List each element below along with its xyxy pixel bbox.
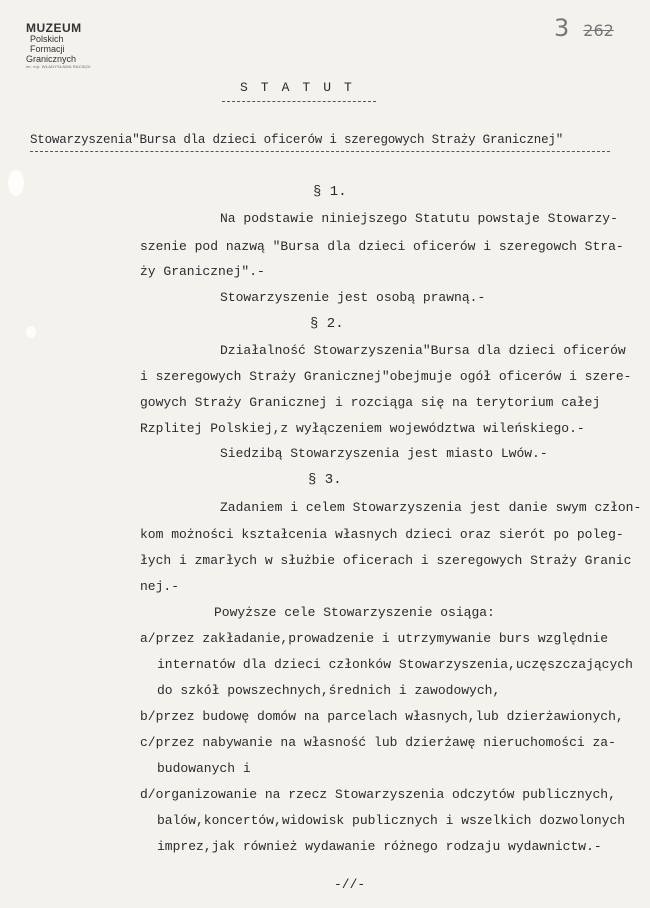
text-line: i szeregowych Straży Granicznej"obejmuje ogół oficerów i szere- [140,369,632,384]
logo-line-4: Granicznych [26,54,77,64]
document-title: STATUT [240,80,365,95]
text-line: Zadaniem i celem Stowarzyszenia jest danie swym człon- [220,500,642,515]
section-heading-1: § 1. [313,184,347,200]
list-item-a: a/przez zakładanie,prowadzenie i utrzymywanie burs względnie [140,631,609,646]
text-line: kom możności kształcenia własnych dzieci oraz sierót po poleg- [140,527,624,542]
text-line: Powyższe cele Stowarzyszenie osiąga: [214,605,495,620]
archive-number-new: 3 [554,14,570,42]
text-line: Działalność Stowarzyszenia"Bursa dla dzieci oficerów [220,343,626,358]
list-item-c: c/przez nabywanie na własność lub dzierżawę nieruchomości za- [140,735,616,750]
text-line: Siedzibą Stowarzyszenia jest miasto Lwów.- [220,446,548,461]
text-line: budowanych i [157,761,251,776]
text-line: nej.- [140,579,180,594]
section-heading-2: § 2. [310,316,344,332]
text-line: szenie pod nazwą "Bursa dla dzieci oficerów i szeregowch Stra- [140,239,624,254]
list-item-b: b/przez budowę domów na parcelach własnych,lub dzierżawionych, [140,709,624,724]
text-line: gowych Straży Granicznej i rozciąga się na terytorium całej [140,395,601,410]
archive-number [554,14,614,42]
text-line: do szkół powszechnych,średnich i zawodowych, [157,683,501,698]
list-item-d: d/organizowanie na rzecz Stowarzyszenia odczytów publicznych, [140,787,616,802]
museum-logo [26,22,106,70]
text-line: ży Granicznej".- [140,264,265,279]
subtitle-underline [30,151,610,152]
logo-line-3: Formacji [30,44,65,54]
logo-line-2: Polskich [30,34,64,44]
text-line: imprez,jak również wydawanie różnego rodzaju wydawnictw.- [157,839,602,854]
text-line: balów,koncertów,widowisk publicznych i wszelkich dozwolonych [157,813,626,828]
section-heading-3: § 3. [308,472,342,488]
archive-number-old: 262 [583,21,614,40]
text-line: Rzplitej Polskiej,z wyłączeniem województwa wileńskiego.- [140,421,585,436]
document-subtitle: Stowarzyszenia"Bursa dla dzieci oficerów i szeregowych Straży Granicznej" [30,133,563,147]
paper-damage [26,326,36,338]
paper-damage [8,170,24,196]
page-continuation-mark: -//- [334,877,366,892]
title-underline [222,101,376,102]
logo-line-5: im. mjr. WŁADYSŁAWA RACIĘGI [26,64,91,69]
text-line: Na podstawie niniejszego Statutu powstaje Stowarzy- [220,211,618,226]
text-line: Stowarzyszenie jest osobą prawną.- [220,290,486,305]
text-line: łych i zmarłych w służbie oficerach i szeregowych Straży Granic [140,553,632,568]
logo-line-1: MUZEUM [26,21,82,35]
text-line: internatów dla dzieci członków Stowarzyszenia,uczęszczających [157,657,633,672]
